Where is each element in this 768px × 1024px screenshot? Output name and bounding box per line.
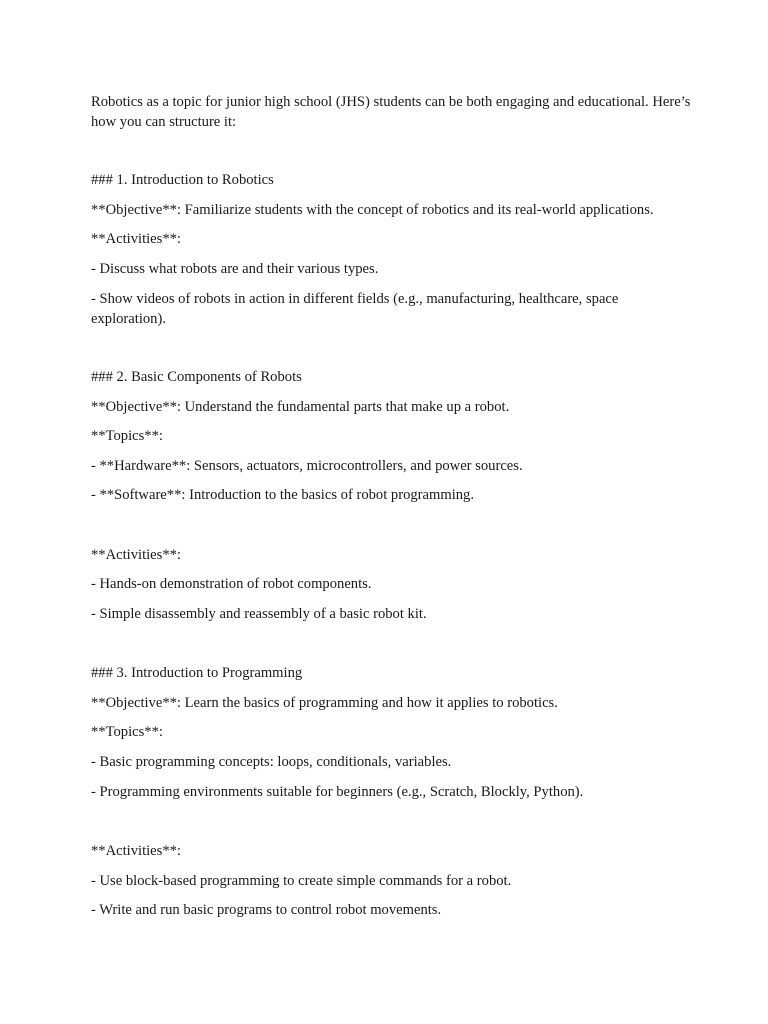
section-1-activities-label: **Activities**: [91,231,181,247]
section-3-topic-1: - Basic programming concepts: loops, conditionals, variables. [91,754,452,770]
section-3-topic-2: - Programming environments suitable for beginners (e.g., Scratch, Blockly, Python). [91,784,584,800]
section-3-topics-label: **Topics**: [91,724,163,740]
section-2-topic-2: - **Software**: Introduction to the basics of robot programming. [91,487,475,503]
section-2-topics-label: **Topics**: [91,428,163,444]
section-1-heading: ### 1. Introduction to Robotics [91,172,274,188]
section-1-activity-1: - Discuss what robots are and their various types. [91,261,379,277]
section-3-activity-1: - Use block-based programming to create simple commands for a robot. [91,873,512,889]
section-2-heading: ### 2. Basic Components of Robots [91,369,302,385]
section-3-activities-label: **Activities**: [91,843,181,859]
section-1-activity-2: - Show videos of robots in action in different fields (e.g., manufacturing, healthcare, space exploration). [91,291,619,327]
intro-paragraph: Robotics as a topic for junior high school (JHS) students can be both engaging and educational. Here’s how you can structure it: [91,94,691,130]
section-3-objective: **Objective**: Learn the basics of programming and how it applies to robotics. [91,695,558,711]
section-1-objective: **Objective**: Familiarize students with the concept of robotics and its real-world applications. [91,202,654,218]
section-3-heading: ### 3. Introduction to Programming [91,665,303,681]
section-2-objective: **Objective**: Understand the fundamental parts that make up a robot. [91,399,510,415]
section-2-activity-1: - Hands-on demonstration of robot components. [91,576,372,592]
section-3-activity-2: - Write and run basic programs to control robot movements. [91,902,442,918]
section-2-topic-1: - **Hardware**: Sensors, actuators, microcontrollers, and power sources. [91,458,523,474]
section-2-activities-label: **Activities**: [91,547,181,563]
section-2-activity-2: - Simple disassembly and reassembly of a basic robot kit. [91,606,427,622]
